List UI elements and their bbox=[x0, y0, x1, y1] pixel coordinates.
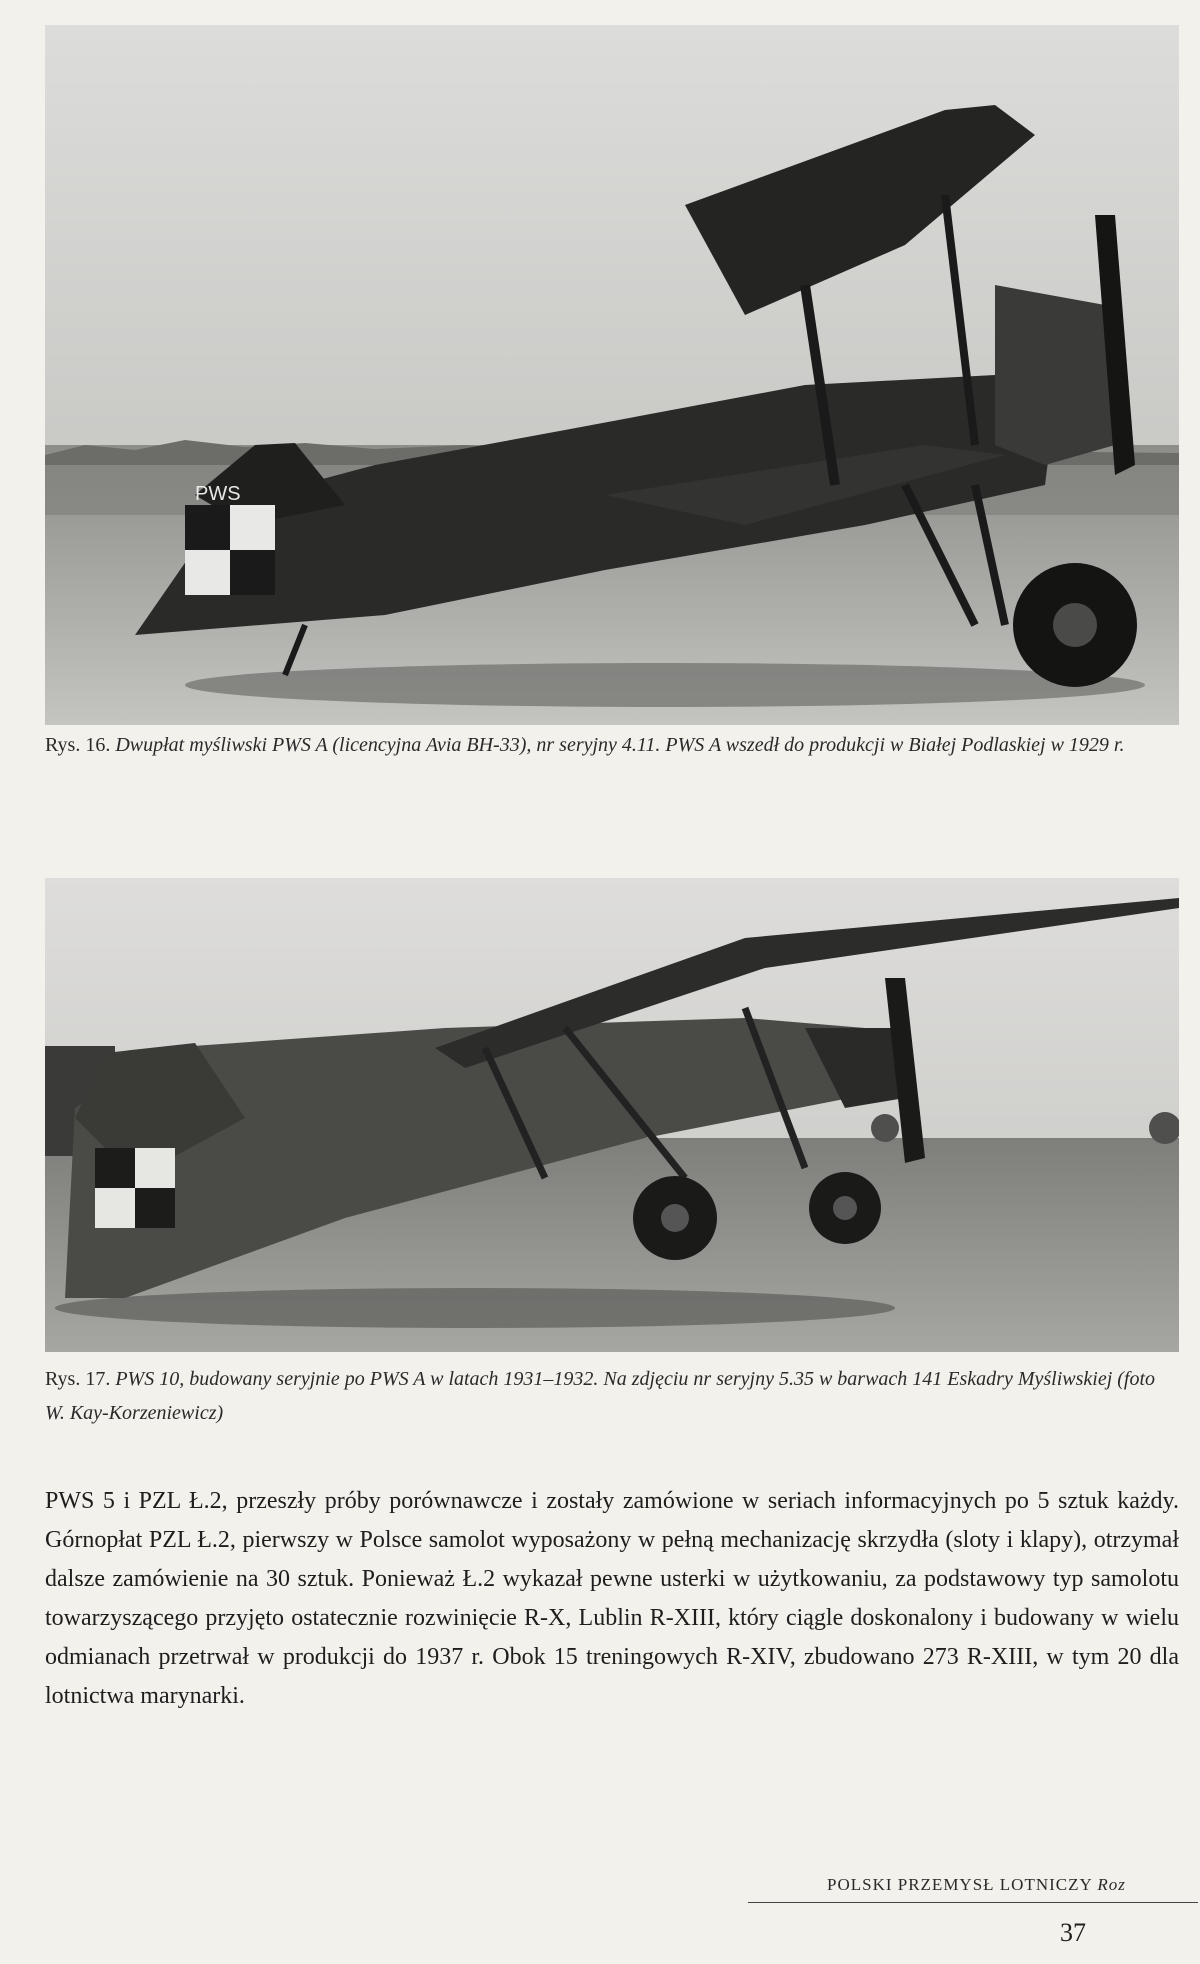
page-number: 37 bbox=[1060, 1918, 1086, 1947]
footer-rule bbox=[748, 1902, 1198, 1903]
running-head-chapter: Roz bbox=[1097, 1875, 1126, 1894]
pws-10-photo-drawing bbox=[45, 878, 1179, 1352]
running-head bbox=[827, 1875, 1126, 1895]
figure-16-caption-text: Dwupłat myśliwski PWS A (licencyjna Avia BH-33), nr seryjny 4.11. PWS A wszedł do produkcji w Białej Podlaskiej w 1929 r. bbox=[115, 734, 1125, 756]
pws-a-photo-drawing bbox=[45, 25, 1179, 725]
tail-marking: PWS bbox=[195, 483, 241, 505]
photo-pws-10-monoplane bbox=[45, 878, 1179, 1352]
figure-17-caption-text: PWS 10, budowany seryjnie po PWS A w latach 1931–1932. Na zdjęciu nr seryjny 5.35 w barwach 141 Eskadry Myśliwskiej (foto W. Kay-Korzeniewicz) bbox=[45, 1368, 1156, 1424]
figure-17-label: Rys. 17. bbox=[45, 1368, 111, 1390]
body-paragraph: PWS 5 i PZL Ł.2, przeszły próby porównawcze i zostały zamówione w seriach informacyjnych po 5 sztuk każdy. Górnopłat PZL Ł.2, pierwszy w Polsce samolot wyposażony w pełną mechanizację skrzydła (sloty i klapy), otrzymał dalsze zamówienie na 30 sztuk. Ponieważ Ł.2 wykazał pewne usterki w użytkowaniu, za podstawowy typ samolotu towarzyszącego przyjęto ostatecznie rozwinięcie R-X, Lublin R-XIII, który ciągle doskonalony i budowany w wielu odmianach przetrwał w produkcji do 1937 r. Obok 15 treningowych R-XIV, zbudowano 273 R-XIII, w tym 20 dla lotnictwa marynarki. bbox=[45, 1488, 1179, 1709]
running-head-title: POLSKI PRZEMYSŁ LOTNICZY bbox=[827, 1875, 1093, 1894]
figure-17-caption bbox=[45, 1362, 1179, 1430]
figure-16-caption bbox=[45, 728, 1179, 762]
photo-pws-a-biplane bbox=[45, 25, 1179, 725]
figure-16-label: Rys. 16. bbox=[45, 734, 111, 756]
